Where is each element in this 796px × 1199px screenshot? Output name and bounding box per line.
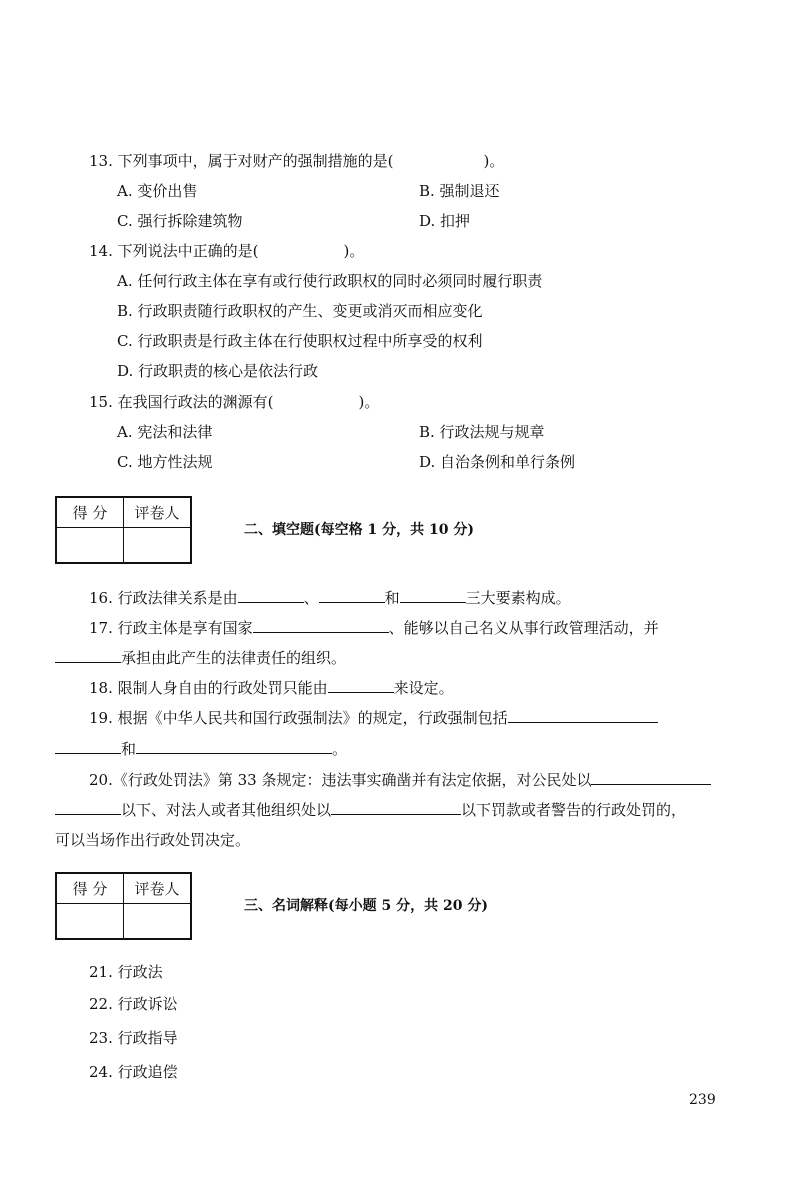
score-header: 得 分 <box>56 873 124 903</box>
q16-blank-1[interactable] <box>238 588 304 603</box>
q14-option-b: B. 行政职责随行政职权的产生、变更或消灭而相应变化 <box>117 302 483 320</box>
score-box-section2 <box>55 496 192 564</box>
q13-option-c: C. 强行拆除建筑物 <box>117 212 243 230</box>
q14-option-c: C. 行政职责是行政主体在行使职权过程中所享受的权利 <box>117 332 483 350</box>
q17-line1: 17. 行政主体是享有国家 、能够以自己名义从事行政管理活动，并 <box>89 619 659 637</box>
section2-title: 二、填空题(每空格 1 分，共 10 分) <box>244 522 474 538</box>
q13-stem: 13. 下列事项中，属于对财产的强制措施的是( )。 <box>89 152 505 170</box>
term-22: 22. 行政诉讼 <box>89 995 178 1013</box>
q16: 16. 行政法律关系是由 、 和 三大要素构成。 <box>89 589 571 607</box>
q19-line2: 和 。 <box>55 739 347 759</box>
q20-line1: 20.《行政处罚法》第 33 条规定：违法事实确凿并有法定依据，对公民处以 <box>89 770 711 790</box>
q19-blank-3[interactable] <box>136 739 332 754</box>
score-cell[interactable] <box>56 527 124 563</box>
q15-option-a: A. 宪法和法律 <box>117 423 213 441</box>
q14-option-a: A. 任何行政主体在享有或行使行政职权的同时必须同时履行职责 <box>117 272 543 290</box>
section3-title: 三、名词解释(每小题 5 分，共 20 分) <box>244 898 488 914</box>
q17-line2: 承担由此产生的法律责任的组织。 <box>55 648 346 668</box>
q14-stem: 14. 下列说法中正确的是( )。 <box>89 242 365 260</box>
q19-line1: 19. 根据《中华人民共和国行政强制法》的规定，行政强制包括 <box>89 708 658 728</box>
q20-blank-1[interactable] <box>591 770 711 785</box>
grader-header: 评卷人 <box>124 497 192 527</box>
q20-blank-3[interactable] <box>331 800 461 815</box>
score-cell[interactable] <box>56 903 124 939</box>
q16-blank-2[interactable] <box>319 588 385 603</box>
q17-blank-2[interactable] <box>55 648 121 663</box>
q15-option-d: D. 自治条例和单行条例 <box>419 453 576 471</box>
q13-option-b: B. 强制退还 <box>419 182 500 200</box>
q18-blank[interactable] <box>328 678 394 693</box>
q18: 18. 限制人身自由的行政处罚只能由 来设定。 <box>89 679 454 697</box>
q15-option-b: B. 行政法规与规章 <box>419 423 545 441</box>
q14-option-d: D. 行政职责的核心是依法行政 <box>117 362 319 380</box>
score-header: 得 分 <box>56 497 124 527</box>
q13-option-d: D. 扣押 <box>419 212 471 230</box>
q20-blank-2[interactable] <box>55 800 121 815</box>
q19-blank-2[interactable] <box>55 739 121 754</box>
grader-cell[interactable] <box>124 903 192 939</box>
score-box-section3 <box>55 872 192 940</box>
q20-line3: 可以当场作出行政处罚决定。 <box>55 831 251 849</box>
grader-cell[interactable] <box>124 527 192 563</box>
q19-blank-1[interactable] <box>508 708 658 723</box>
term-24: 24. 行政追偿 <box>89 1063 178 1081</box>
q13-option-a: A. 变价出售 <box>117 182 198 200</box>
q20-line2: 以下、对法人或者其他组织处以 以下罚款或者警告的行政处罚的， <box>55 800 686 820</box>
q15-option-c: C. 地方性法规 <box>117 453 213 471</box>
term-23: 23. 行政指导 <box>89 1029 178 1047</box>
q15-stem: 15. 在我国行政法的渊源有( )。 <box>89 393 380 411</box>
page-number: 239 <box>689 1092 716 1108</box>
q17-blank-1[interactable] <box>253 618 389 633</box>
term-21: 21. 行政法 <box>89 963 163 981</box>
grader-header: 评卷人 <box>124 873 192 903</box>
q16-blank-3[interactable] <box>400 588 466 603</box>
